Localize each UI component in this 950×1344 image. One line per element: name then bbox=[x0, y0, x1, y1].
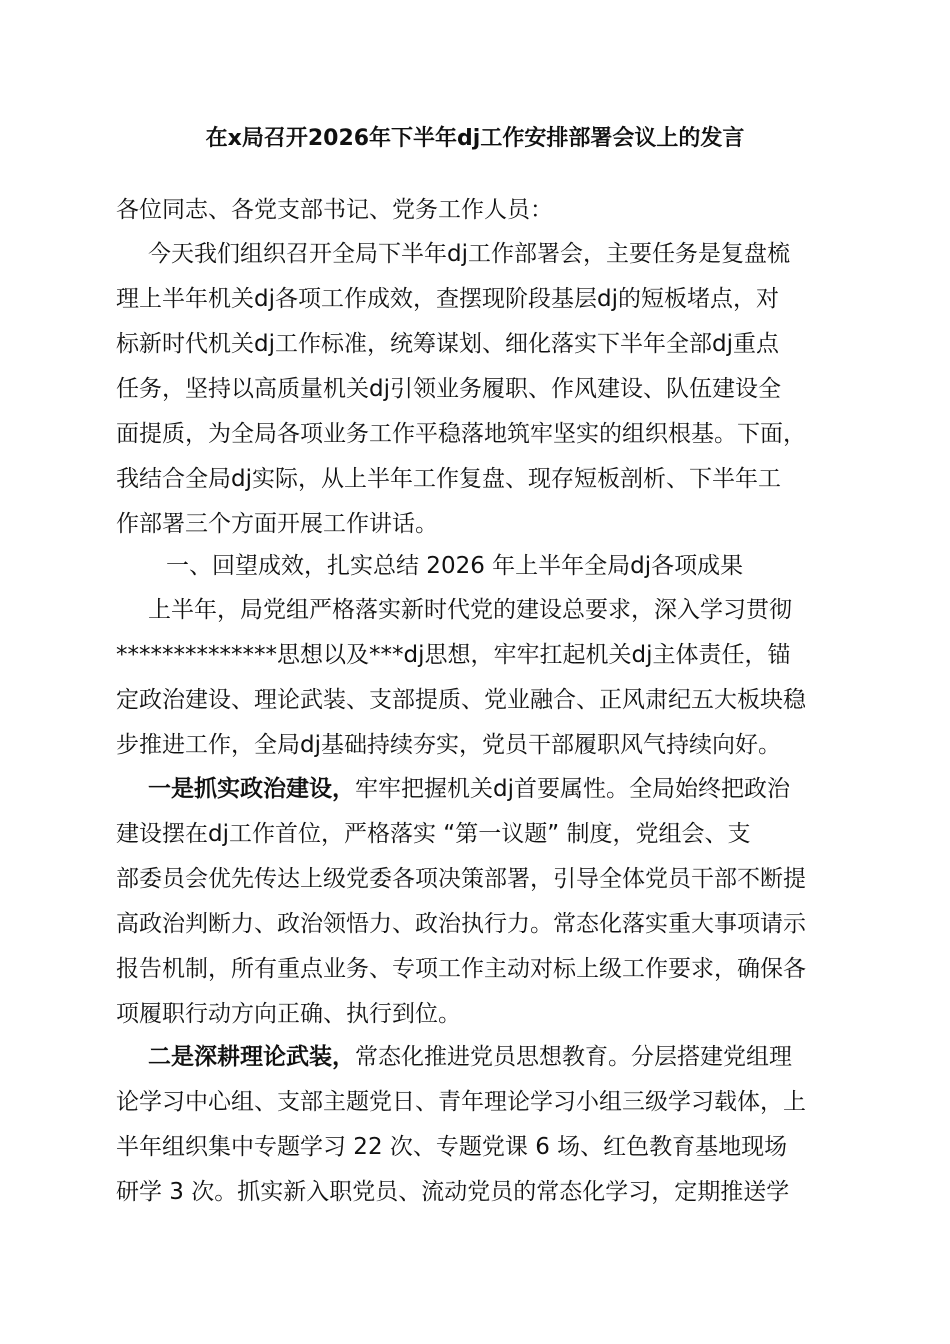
point-one-first-line bbox=[148, 771, 841, 811]
paragraph-line: 半年组织集中专题学习 22 次、专题党课 6 场、红色教育基地现场 bbox=[116, 1134, 788, 1160]
paragraph-line: 理上半年机关dj各项工作成效，查摆现阶段基层dj的短板堵点，对 bbox=[116, 286, 779, 312]
point-one-first-rest: 牢牢把握机关dj首要属性。全局始终把政治 bbox=[355, 776, 790, 802]
paragraph-line: 论学习中心组、支部主题党日、青年理论学习小组三级学习载体，上 bbox=[116, 1089, 806, 1115]
paragraph-line: 作部署三个方面开展工作讲话。 bbox=[116, 511, 438, 537]
point-two-first-rest: 常态化推进党员思想教育。分层搭建党组理 bbox=[355, 1044, 792, 1070]
paragraph-line: 部委员会优先传达上级党委各项决策部署，引导全体党员干部不断提 bbox=[116, 866, 806, 892]
paragraph-line: 报告机制，所有重点业务、专项工作主动对标上级工作要求，确保各 bbox=[116, 956, 806, 982]
point-two-lead: 二是深耕理论武装， bbox=[148, 1044, 355, 1070]
paragraph-line: 我结合全局dj实际，从上半年工作复盘、现存短板剖析、下半年工 bbox=[116, 466, 781, 492]
paragraph-line: 定政治建设、理论武装、支部提质、党业融合、正风肃纪五大板块稳 bbox=[116, 687, 806, 713]
point-two-first-line bbox=[148, 1039, 841, 1079]
paragraph-line: 上半年，局党组严格落实新时代党的建设总要求，深入学习贯彻 bbox=[148, 597, 792, 623]
paragraph-line: 步推进工作，全局dj基础持续夯实，党员干部履职风气持续向好。 bbox=[116, 732, 781, 758]
paragraph-line: 任务，坚持以高质量机关dj引领业务履职、作风建设、队伍建设全 bbox=[116, 376, 781, 402]
point-one-lead: 一是抓实政治建设， bbox=[148, 776, 355, 802]
paragraph-line: **************思想以及***dj思想，牢牢扛起机关dj主体责任，锚 bbox=[116, 642, 791, 668]
paragraph-line: 今天我们组织召开全局下半年dj工作部署会，主要任务是复盘梳 bbox=[148, 241, 790, 267]
paragraph-line: 面提质，为全局各项业务工作平稳落地筑牢坚实的组织根基。下面， bbox=[116, 421, 806, 447]
salutation: 各位同志、各党支部书记、党务工作人员： bbox=[116, 197, 553, 223]
paragraph-line: 标新时代机关dj工作标准，统筹谋划、细化落实下半年全部dj重点 bbox=[116, 331, 779, 357]
section-heading: 一、回望成效，扎实总结 2026 年上半年全局dj各项成果 bbox=[166, 553, 744, 579]
paragraph-line: 建设摆在dj工作首位，严格落实 “第一议题” 制度，党组会、支 bbox=[116, 821, 751, 847]
paragraph-line: 高政治判断力、政治领悟力、政治执行力。常态化落实重大事项请示 bbox=[116, 911, 806, 937]
paragraph-line: 项履职行动方向正确、执行到位。 bbox=[116, 1001, 461, 1027]
document-title: 在x局召开2026年下半年dj工作安排部署会议上的发言 bbox=[205, 126, 745, 151]
paragraph-line: 研学 3 次。抓实新入职党员、流动党员的常态化学习，定期推送学 bbox=[116, 1179, 790, 1205]
